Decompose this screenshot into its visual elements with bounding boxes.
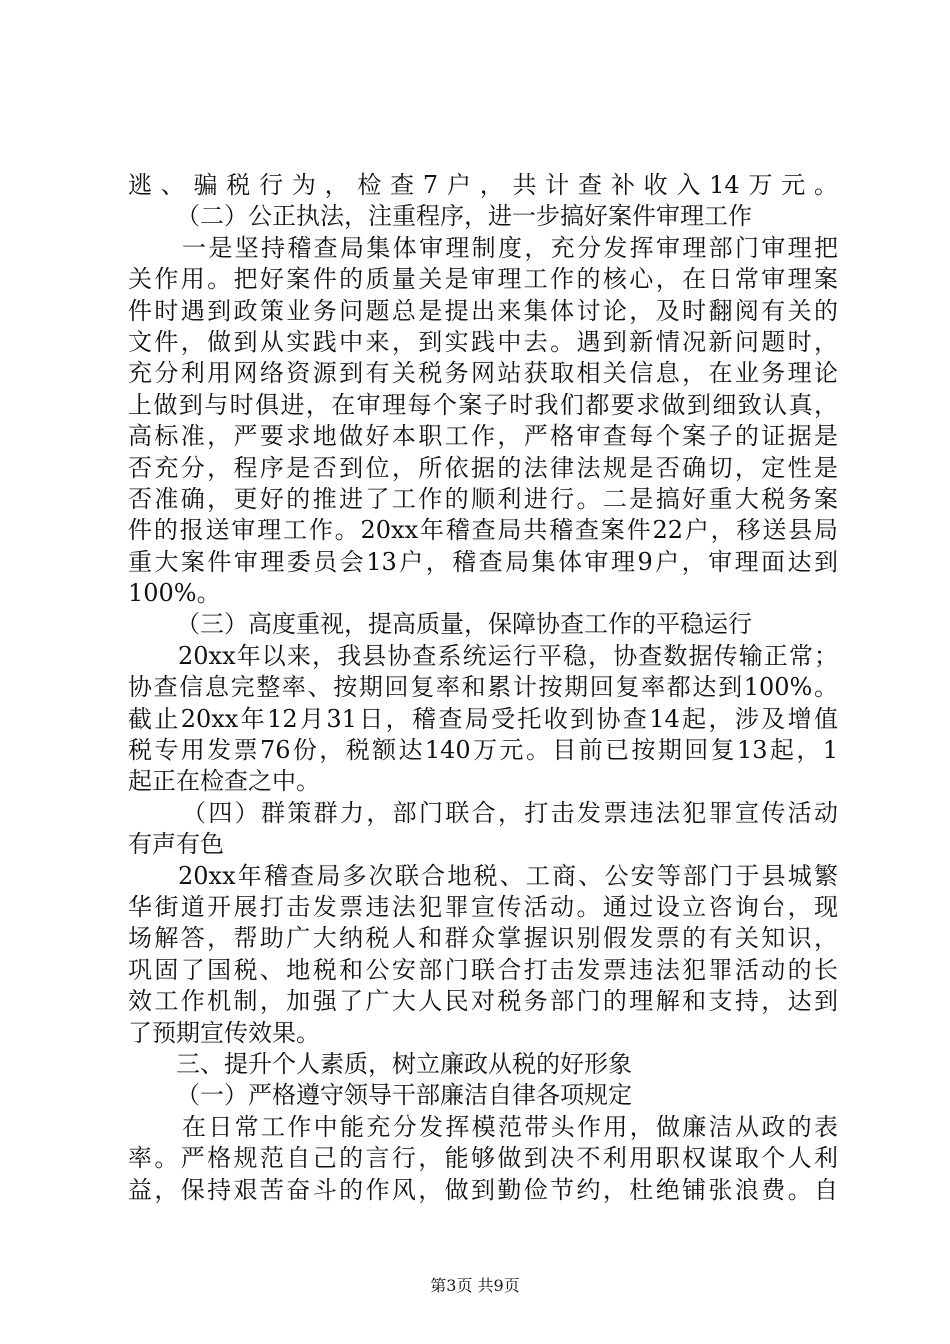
text-line: 件的报送审理工作。20xx年稽查局共稽查案件22户，移送县局	[128, 516, 838, 545]
text-line: 巩固了国税、地税和公安部门联合打击发票违法犯罪活动的长	[128, 955, 838, 984]
text-line: 华街道开展打击发票违法犯罪宣传活动。通过设立咨询台，现	[128, 892, 838, 921]
text-line: 上做到与时俱进，在审理每个案子时我们都要求做到细致认真，	[128, 390, 838, 419]
section-heading: 三、提升个人素质，树立廉政从税的好形象	[176, 1049, 632, 1078]
text-line: 关作用。把好案件的质量关是审理工作的核心，在日常审理案	[128, 265, 838, 294]
text-line: 率。严格规范自己的言行，能够做到决不利用职权谋取个人利	[128, 1144, 838, 1173]
text-line: 税专用发票76份，税额达140万元。目前已按期回复13起，1	[128, 736, 838, 765]
text-line: 重大案件审理委员会13户，稽查局集体审理9户，审理面达到	[128, 547, 838, 576]
text-line: 否充分，程序是否到位，所依据的法律法规是否确切，定性是	[128, 453, 838, 482]
body-text	[128, 170, 838, 1206]
text-line: 益，保持艰苦奋斗的作风，做到勤俭节约，杜绝铺张浪费。自	[128, 1175, 838, 1204]
text-line: 否准确，更好的推进了工作的顺利进行。二是搞好重大税务案	[128, 484, 838, 513]
text-line: 协查信息完整率、按期回复率和累计按期回复率都达到100%。	[128, 673, 838, 702]
text-line: 在日常工作中能充分发挥模范带头作用，做廉洁从政的表	[182, 1112, 838, 1141]
page-number-footer: 第3页 共9页	[430, 1276, 520, 1295]
section-heading: （二）公正执法，注重程序，进一步搞好案件审理工作	[176, 202, 752, 231]
section-heading: （一）严格遵守领导干部廉洁自律各项规定	[176, 1081, 632, 1110]
section-heading: （三）高度重视，提高质量，保障协查工作的平稳运行	[176, 610, 752, 639]
text-line: 了预期宣传效果。	[128, 1018, 320, 1047]
text-line: 场解答，帮助广大纳税人和群众掌握识别假发票的有关知识，	[128, 924, 838, 953]
text-line: 充分利用网络资源到有关税务网站获取相关信息，在业务理论	[128, 359, 838, 388]
text-line: 起正在检查之中。	[128, 767, 320, 796]
text-line: 逃、骗税行为，检查7户，共计查补收入14万元。	[128, 171, 838, 199]
text-line: 20xx年以来，我县协查系统运行平稳，协查数据传输正常；	[178, 641, 838, 670]
text-line: 件时遇到政策业务问题总是提出来集体讨论，及时翻阅有关的	[128, 296, 838, 325]
text-line: 一是坚持稽查局集体审理制度，充分发挥审理部门审理把	[182, 233, 838, 262]
section-heading: 有声有色	[128, 830, 224, 859]
text-line: 高标准，严要求地做好本职工作，严格审查每个案子的证据是	[128, 422, 838, 451]
text-line: 效工作机制，加强了广大人民对税务部门的理解和支持，达到	[128, 987, 838, 1016]
text-line: 100%。	[128, 579, 221, 608]
section-heading: （四）群策群力，部门联合，打击发票违法犯罪宣传活动	[182, 798, 838, 827]
text-line: 截止20xx年12月31日，稽查局受托收到协查14起，涉及增值	[128, 704, 838, 733]
text-line: 20xx年稽查局多次联合地税、工商、公安等部门于县城繁	[178, 861, 838, 890]
text-line: 文件，做到从实践中来，到实践中去。遇到新情况新问题时，	[128, 327, 838, 356]
